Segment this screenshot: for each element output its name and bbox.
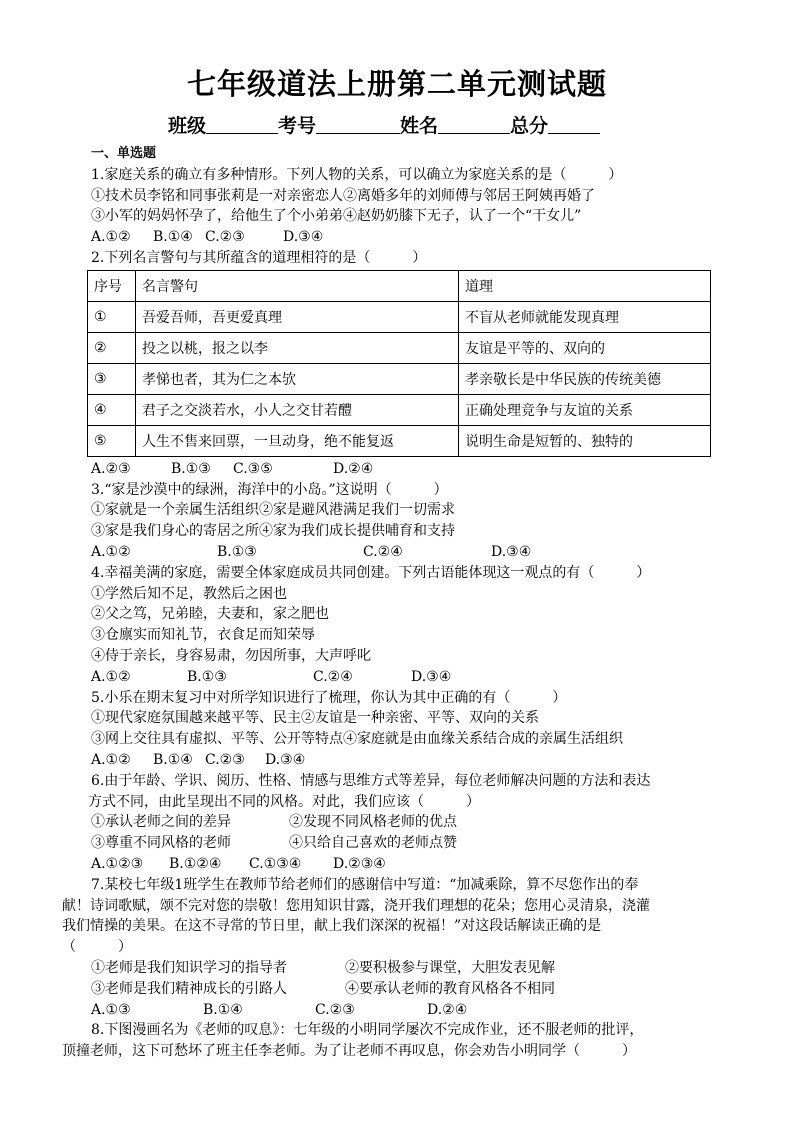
q7-option-a[interactable]: A.①③: [91, 1001, 131, 1018]
table-cell: 正确处理竞争与友谊的关系: [459, 394, 711, 425]
table-cell: 说明生命是短暂的、独特的: [459, 425, 711, 456]
table-cell: 友谊是平等的、双向的: [459, 332, 711, 363]
q6-statement-2: ②发现不同风格老师的优点: [289, 814, 457, 831]
q4-option-b[interactable]: B.①③: [187, 668, 227, 685]
question-2-stem: 2.下列名言警句与其所蕴含的道理相符的是（ ）: [91, 249, 427, 266]
class-label: 班级: [168, 115, 207, 137]
table-row: [88, 425, 711, 456]
question-6-statements-2: [91, 833, 741, 854]
q1-option-d[interactable]: D.③④: [283, 229, 324, 246]
table-cell: 人生不售来回票，一旦动身，绝不能复返: [136, 425, 459, 456]
question-2-options: [91, 459, 741, 480]
question-1-statements-2: ③小军的妈妈怀孕了，给他生了个小弟弟④赵奶奶膝下无子，认了一个“干女儿”: [91, 208, 582, 225]
q3-option-a[interactable]: A.①②: [91, 543, 131, 560]
q4-option-a[interactable]: A.①②: [91, 668, 131, 685]
question-5-statements-2: ③网上交往具有虚拟、平等、公开等特点④家庭就是由血缘关系结合成的亲属生活组织: [91, 731, 623, 748]
table-header-cell: 道理: [459, 270, 711, 301]
question-5-statements-1: ①现代家庭氛围越来越平等、民主②友谊是一种亲密、平等、双向的关系: [91, 710, 539, 727]
question-1-stem: 1.家庭关系的确立有多种情形。下列人物的关系，可以确立为家庭关系的是（ ）: [91, 166, 623, 183]
q3-option-d[interactable]: D.③④: [491, 543, 532, 560]
question-6-statements-1: [91, 812, 741, 833]
question-7-stem-3: 我们情操的美果。在这不寻常的节日里，献上我们深深的祝福！”对这段话解读正确的是: [62, 918, 602, 935]
q5-option-c[interactable]: C.②③: [205, 751, 245, 768]
q7-option-b[interactable]: B.①④: [203, 1001, 243, 1018]
q6-option-b[interactable]: B.①②④: [169, 855, 222, 872]
question-5-stem: 5.小乐在期末复习中对所学知识进行了梳理，你认为其中正确的有（ ）: [91, 689, 567, 706]
number-blank[interactable]: [316, 115, 400, 134]
q4-option-d[interactable]: D.③④: [411, 668, 452, 685]
q6-statement-1: ①承认老师之间的差异: [91, 814, 231, 831]
table-cell: ①: [88, 301, 136, 332]
question-6-stem-1: 6.由于年龄、学识、阅历、性格、情感与思维方式等差异，每位老师解决问题的方法和表达: [91, 772, 651, 789]
class-blank[interactable]: [206, 115, 278, 134]
question-7-statements-2: [91, 979, 741, 1000]
question-4-statement-4: ④侍于亲长，身容易肃，勿因所事，大声呼叱: [91, 647, 371, 664]
q6-statement-4: ④只给自己喜欢的老师点赞: [289, 835, 457, 852]
q6-option-c[interactable]: C.①③④: [249, 855, 302, 872]
student-info-line: [168, 111, 600, 138]
name-label: 姓名: [400, 115, 439, 137]
table-header-row: [88, 270, 711, 301]
q7-statement-1: ①老师是我们知识学习的指导者: [91, 959, 287, 976]
question-3-statements-2: ③家是我们身心的寄居之所④家为我们成长提供哺育和支持: [91, 523, 455, 540]
exam-content: [62, 144, 741, 1062]
question-3-stem: 3.“家是沙漠中的绿洲，海洋中的小岛。”这说明（ ）: [91, 481, 448, 498]
q3-option-c[interactable]: C.②④: [363, 543, 403, 560]
q6-option-d[interactable]: D.②③④: [333, 855, 386, 872]
q1-option-b[interactable]: B.①④: [153, 229, 193, 246]
table-cell: 吾爱吾师，吾更爱真理: [136, 301, 459, 332]
page-title: 七年级道法上册第二单元测试题: [186, 67, 607, 101]
question-7-options: [91, 1000, 741, 1021]
question-6-options: [91, 854, 741, 875]
q2-option-b[interactable]: B.①③: [171, 460, 211, 477]
q7-option-c[interactable]: C.②③: [315, 1001, 355, 1018]
q1-option-a[interactable]: A.①②: [91, 229, 131, 246]
q7-statement-2: ②要积极参与课堂，大胆发表见解: [345, 959, 555, 976]
q7-option-d[interactable]: D.②④: [427, 1001, 468, 1018]
q5-option-a[interactable]: A.①②: [91, 751, 131, 768]
q5-option-b[interactable]: B.①④: [153, 751, 193, 768]
table-cell: 孝亲敬长是中华民族的传统美德: [459, 363, 711, 394]
table-cell: 孝悌也者，其为仁之本欤: [136, 363, 459, 394]
q1-option-c[interactable]: C.②③: [205, 229, 245, 246]
score-label: 总分: [510, 115, 549, 137]
table-row: [88, 363, 711, 394]
table-row: [88, 394, 711, 425]
table-cell: 不盲从老师就能发现真理: [459, 301, 711, 332]
table-header-cell: 序号: [88, 270, 136, 301]
question-4-stem: 4.幸福美满的家庭，需要全体家庭成员共同创建。下列古语能体现这一观点的有（ ）: [91, 564, 651, 581]
question-6-stem-2: 方式不同，由此呈现出不同的风格。对此，我们应该（ ）: [88, 793, 480, 810]
table-cell: ③: [88, 363, 136, 394]
question-1-options: [91, 227, 741, 248]
table-row: [88, 332, 711, 363]
q7-statement-3: ③老师是我们精神成长的引路人: [91, 980, 287, 997]
question-3-options: [91, 542, 741, 563]
q3-option-b[interactable]: B.①③: [217, 543, 257, 560]
q5-option-d[interactable]: D.③④: [265, 751, 306, 768]
table-cell: 投之以桃，报之以李: [136, 332, 459, 363]
table-cell: ⑤: [88, 425, 136, 456]
question-8-stem-1: 8.下图漫画名为《老师的叹息》：七年级的小明同学屡次不完成作业，还不服老师的批评，: [91, 1022, 644, 1039]
question-3-statements-1: ①家就是一个亲属生活组织②家是避风港满足我们一切需求: [91, 502, 455, 519]
question-1-statements-1: ①技术员李铭和同事张莉是一对亲密恋人②离婚多年的刘师傅与邻居王阿姨再婚了: [91, 187, 595, 204]
q6-option-a[interactable]: A.①②③: [91, 855, 144, 872]
number-label: 考号: [278, 115, 317, 137]
table-cell: ④: [88, 394, 136, 425]
q6-statement-3: ③尊重不同风格的老师: [91, 835, 231, 852]
quotes-table: [87, 270, 711, 457]
table-cell: 君子之交淡若水，小人之交甘若醴: [136, 394, 459, 425]
question-4-statement-1: ①学然后知不足，教然后之困也: [91, 585, 287, 602]
q2-option-a[interactable]: A.②③: [91, 460, 131, 477]
question-4-options: [91, 667, 741, 688]
section-heading: 一、单选题: [91, 146, 157, 161]
q2-option-c[interactable]: C.③⑤: [233, 460, 273, 477]
name-blank[interactable]: [438, 115, 510, 134]
question-7-statements-1: [91, 958, 741, 979]
question-4-statement-3: ③仓廪实而知礼节，衣食足而知荣辱: [91, 627, 315, 644]
score-blank[interactable]: [548, 115, 600, 134]
question-7-stem-1: 7.某校七年级1班学生在教师节给老师们的感谢信中写道：“加减乘除，算不尽您作出的奉: [91, 876, 639, 893]
question-7-stem-2: 献！诗词歌赋，颂不完对您的崇敬！您用知识甘露，浇开我们理想的花朵；您用心灵清泉，浇灌: [62, 897, 650, 914]
question-8-stem-2: 顶撞老师，这下可愁坏了班主任李老师。为了让老师不再叹息，你会劝告小明同学（ ）: [62, 1043, 636, 1060]
table-row: [88, 301, 711, 332]
q4-option-c[interactable]: C.②④: [313, 668, 353, 685]
question-4-statement-2: ②父之笃，兄弟睦，夫妻和，家之肥也: [91, 606, 329, 623]
q2-option-d[interactable]: D.②④: [333, 460, 374, 477]
table-header-cell: 名言警句: [136, 270, 459, 301]
question-5-options: [91, 750, 741, 771]
q7-statement-4: ④要承认老师的教育风格各不相同: [345, 980, 555, 997]
table-cell: ②: [88, 332, 136, 363]
question-7-stem-4: （ ）: [62, 939, 132, 956]
